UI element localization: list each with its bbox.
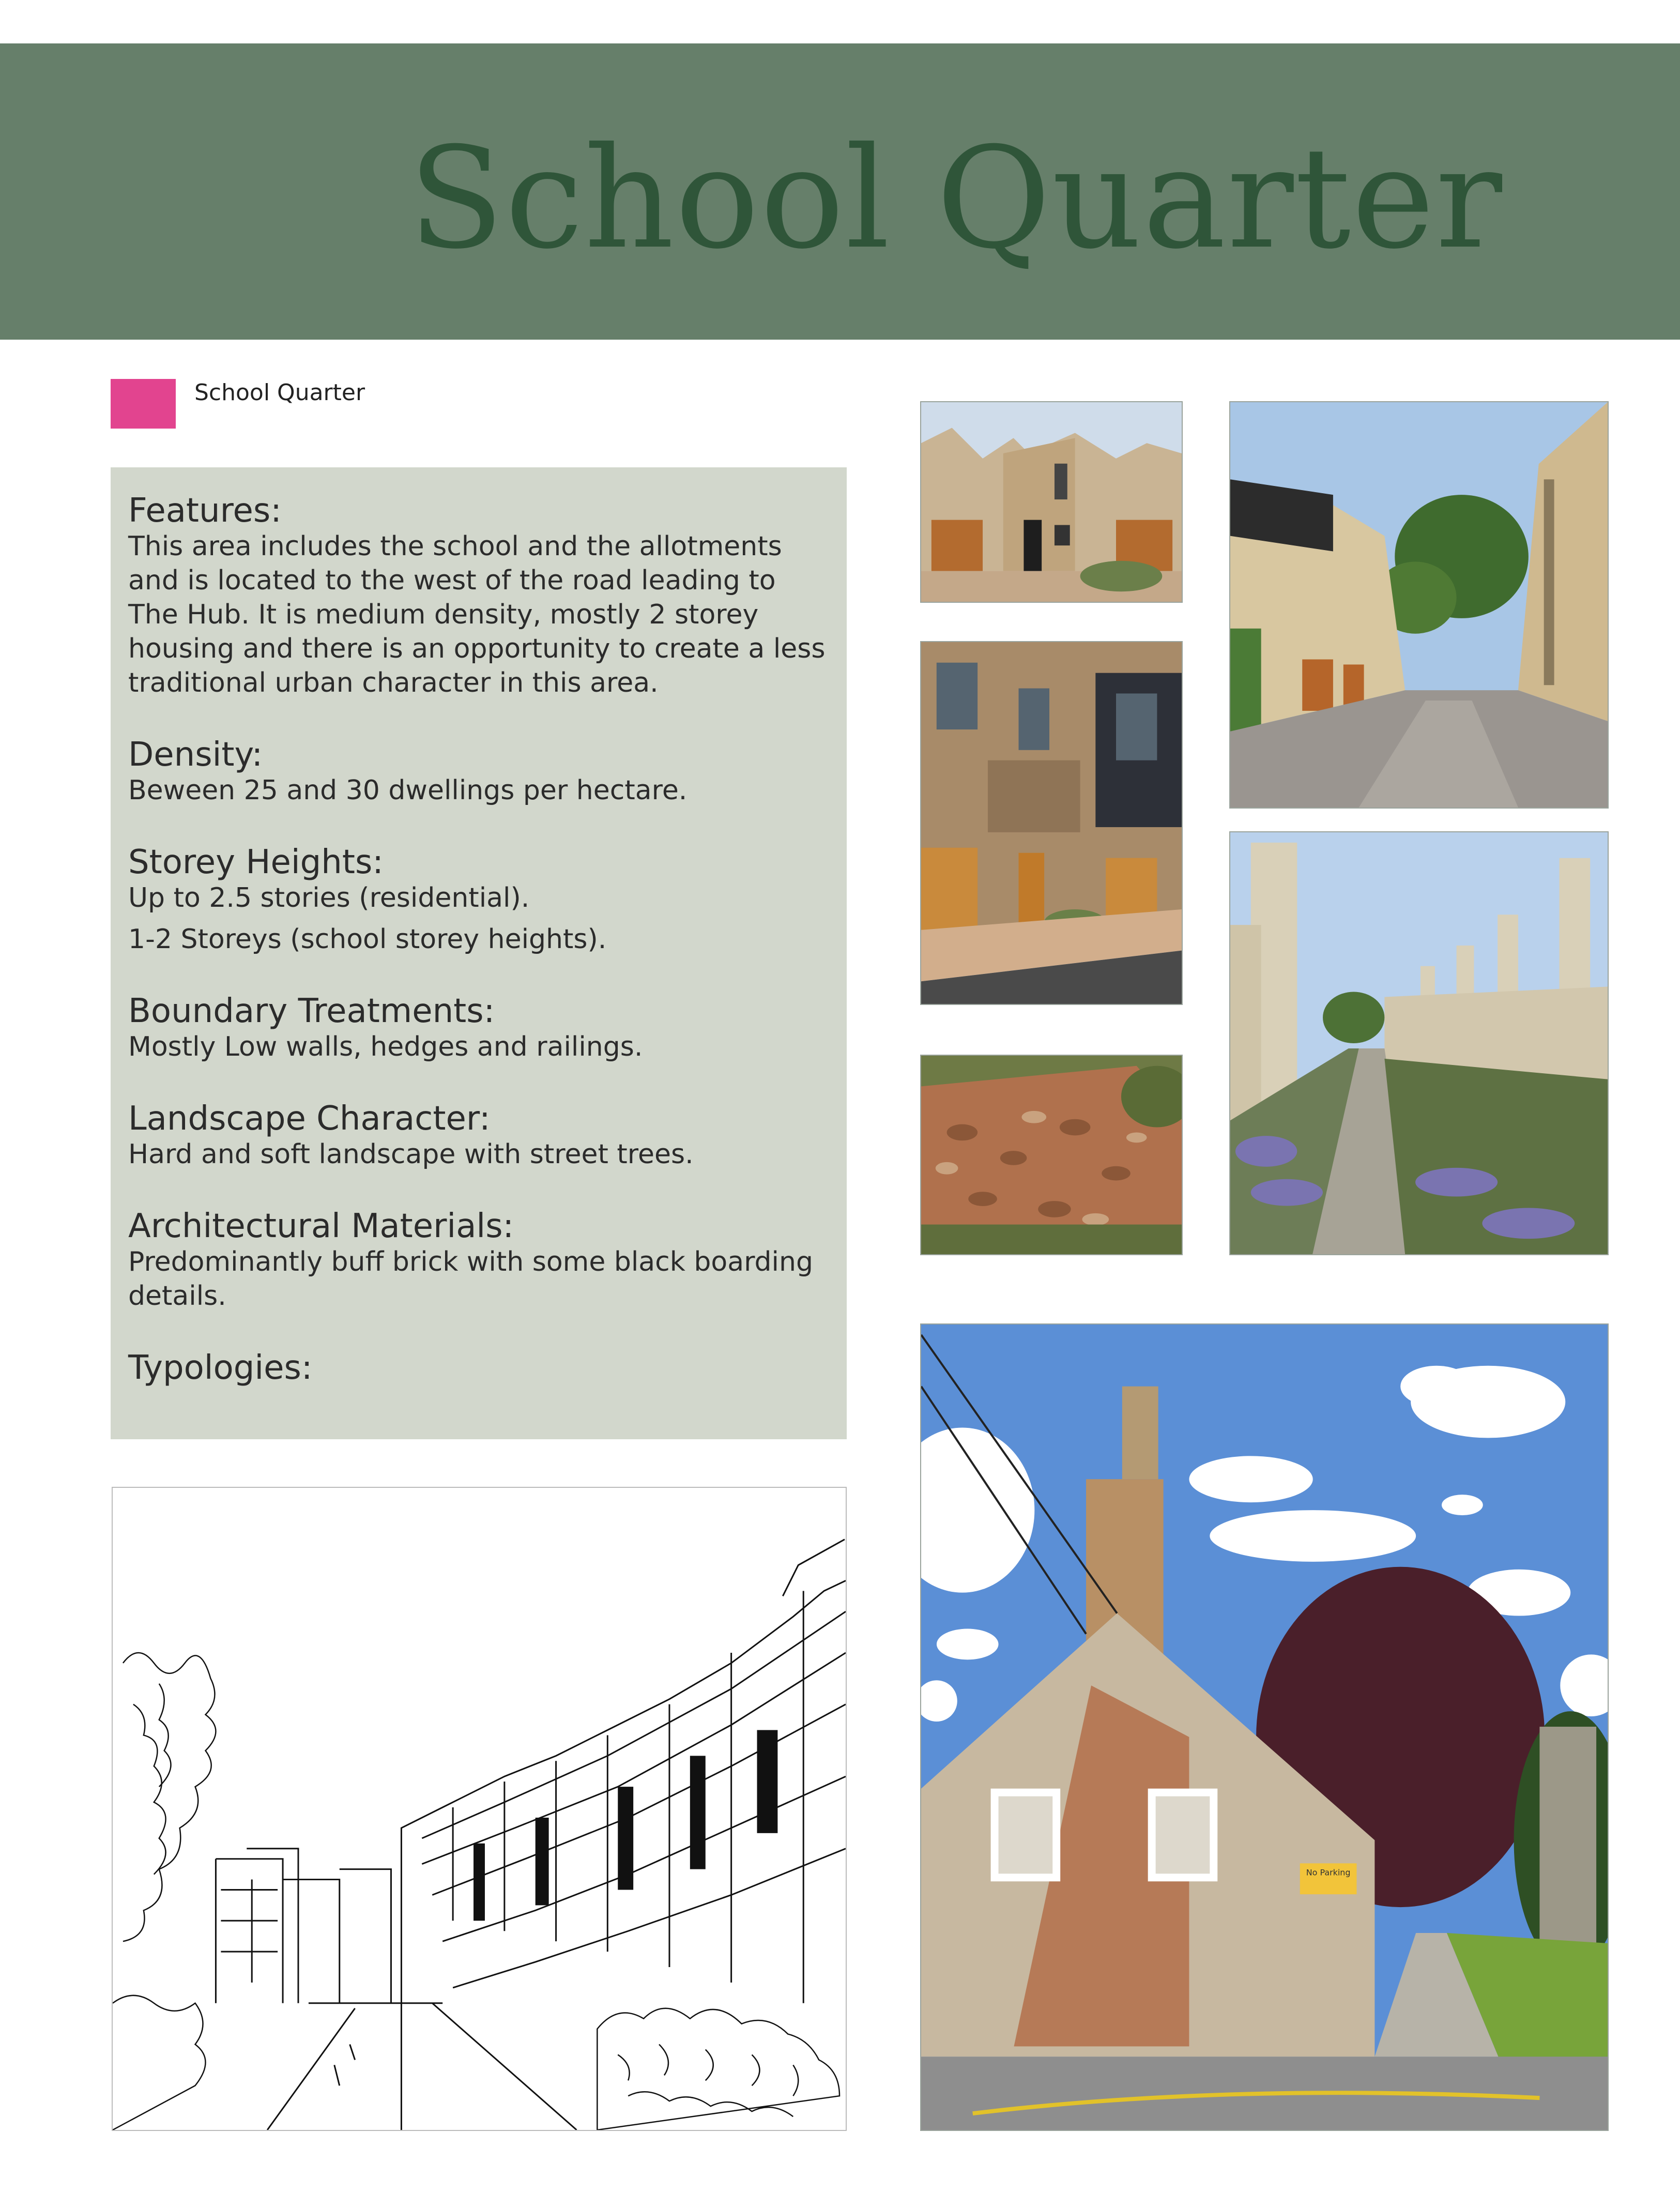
header-band	[0, 43, 1680, 340]
page-title: School Quarter	[408, 117, 1503, 280]
section-heading: Landscape Character:	[128, 1100, 491, 1138]
section-body: Up to 2.5 stories (residential).	[128, 882, 530, 913]
section-heading: Typologies:	[128, 1349, 313, 1387]
info-panel	[111, 467, 847, 1439]
section-body: Predominantly buff brick with some black boarding details.	[128, 1246, 813, 1312]
section-architectural-materials	[128, 1208, 831, 1313]
section-body: 1-2 Storeys (school storey heights).	[128, 924, 607, 955]
section-features	[128, 492, 831, 700]
photo-mews-street	[1229, 401, 1609, 809]
section-landscape-character	[128, 1100, 831, 1171]
section-body: Mostly Low walls, hedges and railings.	[128, 1031, 643, 1062]
section-heading: Boundary Treatments:	[128, 992, 495, 1030]
legend-swatch	[111, 379, 176, 429]
section-body: Beween 25 and 30 dwellings per hectare.	[128, 775, 688, 806]
photo-flint-cottage	[920, 1323, 1609, 2131]
section-heading: Architectural Materials:	[128, 1207, 514, 1245]
photo-flint-wall	[920, 1055, 1183, 1255]
photo-brick-terrace	[920, 641, 1183, 1005]
photo-terrace-garages	[920, 401, 1183, 603]
section-heading: Density:	[128, 736, 263, 774]
section-density	[128, 736, 831, 808]
section-typologies	[128, 1349, 831, 1387]
section-body: This area includes the school and the allotments and is located to the west of the road leading to The Hub. It is medium density, mostly 2 storey housing and there is an opportunity to create a less traditional urban character in this area.	[128, 531, 826, 698]
no-parking-sign: No Parking	[1306, 1867, 1351, 1878]
photo-chimney-terrace	[1229, 831, 1609, 1255]
section-boundary-treatments	[128, 993, 831, 1064]
legend-label: School Quarter	[194, 379, 365, 406]
section-storey-heights	[128, 844, 831, 956]
section-heading: Storey Heights:	[128, 843, 384, 881]
section-body: Hard and soft landscape with street trees.	[128, 1139, 694, 1170]
section-heading: Features:	[128, 492, 282, 530]
street-sketch-drawing	[112, 1487, 847, 2131]
